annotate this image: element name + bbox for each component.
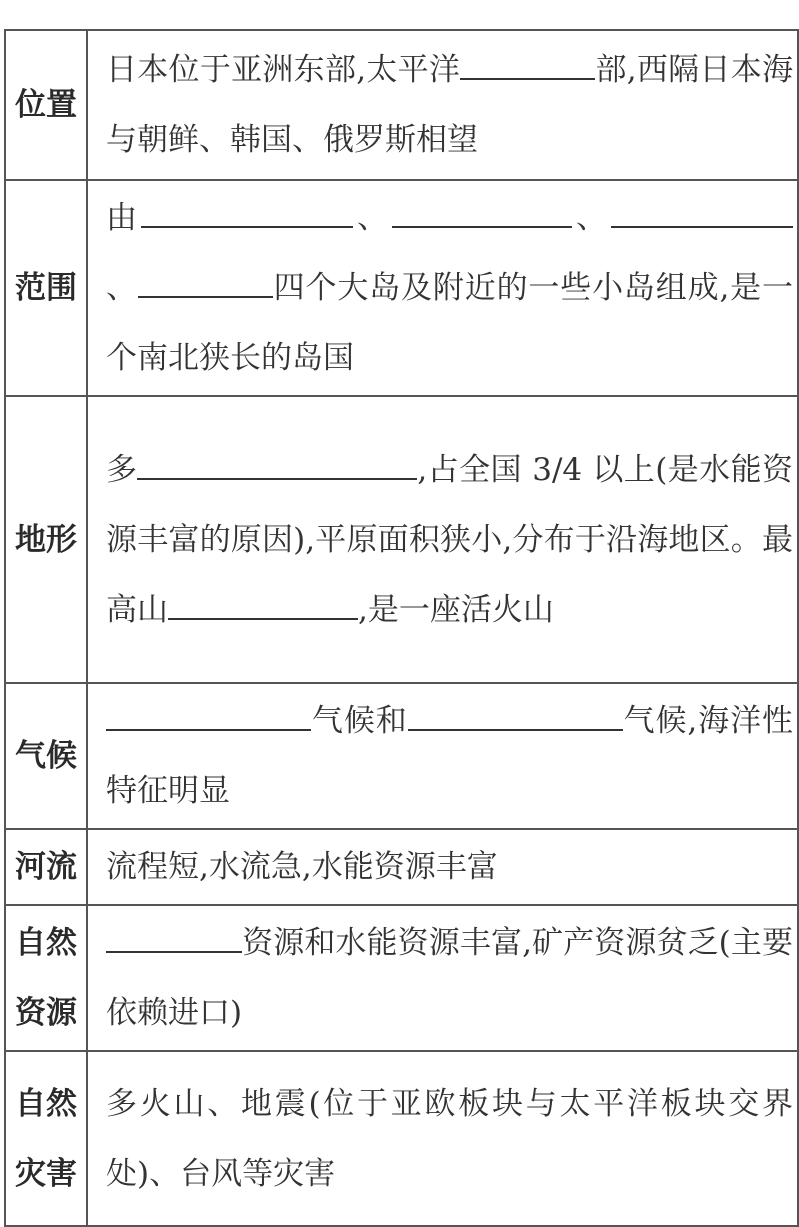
answer-blank[interactable] xyxy=(106,920,242,953)
answer-blank[interactable] xyxy=(137,447,417,480)
row-label-natural-resources: 自然 资源 xyxy=(5,905,87,1051)
answer-blank[interactable] xyxy=(392,195,572,228)
row-label-extent: 范围 xyxy=(5,180,87,396)
answer-blank[interactable] xyxy=(138,265,273,298)
answer-blank[interactable] xyxy=(460,47,595,80)
answer-blank[interactable] xyxy=(168,587,358,620)
geography-table xyxy=(4,29,799,1227)
table-row xyxy=(5,30,798,180)
answer-blank[interactable] xyxy=(141,195,353,228)
row-content-natural-disasters: 多火山、地震(位于亚欧板块与太平洋板块交界处)、台风等灾害 xyxy=(87,1051,798,1226)
row-content-terrain: 多 ,占全国 3/4 以上(是水能资源丰富的原因),平原面积狭小,分布于沿海地区。最高山 ,是一座活火山 xyxy=(87,396,798,683)
table-row xyxy=(5,1051,798,1226)
table-row xyxy=(5,396,798,683)
row-content-climate: 气候和 气候,海洋性特征明显 xyxy=(87,683,798,829)
row-label-natural-disasters: 自然 灾害 xyxy=(5,1051,87,1226)
row-content-extent: 由 、 、、 四个大岛及附近的一些小岛组成,是一个南北狭长的岛国 xyxy=(87,180,798,396)
table-row xyxy=(5,905,798,1051)
table-row xyxy=(5,683,798,829)
row-content-position: 日本位于亚洲东部,太平洋 部,西隔日本海与朝鲜、韩国、俄罗斯相望 xyxy=(87,30,798,180)
answer-blank[interactable] xyxy=(611,195,793,228)
row-content-rivers: 流程短,水流急,水能资源丰富 xyxy=(87,829,798,905)
row-label-climate: 气候 xyxy=(5,683,87,829)
answer-blank[interactable] xyxy=(106,698,311,731)
table-row xyxy=(5,180,798,396)
table-row xyxy=(5,829,798,905)
row-content-natural-resources: 资源和水能资源丰富,矿产资源贫乏(主要依赖进口) xyxy=(87,905,798,1051)
row-label-rivers: 河流 xyxy=(5,829,87,905)
row-label-terrain: 地形 xyxy=(5,396,87,683)
row-label-position: 位置 xyxy=(5,30,87,180)
answer-blank[interactable] xyxy=(408,698,623,731)
